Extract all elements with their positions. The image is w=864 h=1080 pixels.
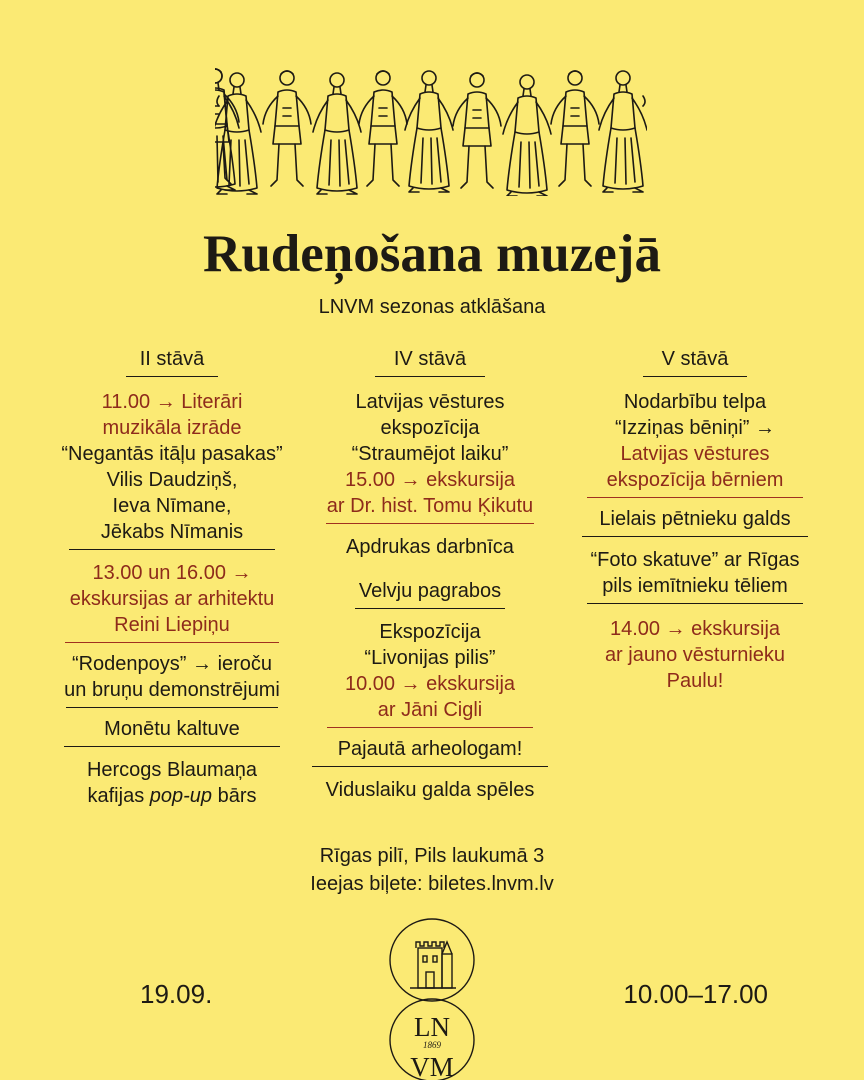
event-line: ar Dr. hist. Tomu Ķikutu	[326, 495, 534, 517]
event-line: Pajautā arheologam!	[337, 738, 523, 760]
ticket-link[interactable]: Ieejas biļete: biletes.lnvm.lv	[310, 873, 554, 895]
page-title: Rudeņošana muzejā	[203, 225, 661, 283]
venue-info	[0, 842, 864, 898]
event-line: “Foto skatuve” ar Rīgas	[590, 549, 800, 571]
event-line: Vilis Daudziņš,	[106, 469, 238, 491]
event-line: kafijas pop-up bārs	[87, 785, 257, 807]
event-line: Hercogs Blaumaņa	[86, 759, 258, 781]
event-line: “Livonijas pilis”	[364, 647, 496, 669]
event-line: ar Jāni Cigli	[377, 699, 483, 721]
event-hours: 10.00–17.00	[623, 979, 768, 1009]
column-floor-4	[290, 346, 570, 803]
event-time: 15.00 → ekskursija	[344, 469, 516, 491]
event-title: muzikāla izrāde	[102, 417, 242, 439]
event-line: Viduslaiku galda spēles	[325, 779, 535, 801]
event-line: ekspozīcija bērniem	[606, 469, 784, 491]
event-date: 19.09.	[140, 979, 213, 1009]
floor-5-heading: V stāvā	[661, 348, 729, 370]
event-time: 11.00 → Literāri	[101, 391, 243, 413]
event-line: Latvijas vēstures	[355, 391, 505, 413]
event-line: Jēkabs Nīmanis	[100, 521, 244, 543]
event-line: Nodarbību telpa	[623, 391, 767, 413]
floor-4-heading: IV stāvā	[393, 348, 467, 370]
medieval-dancers-illustration	[215, 66, 647, 196]
event-line: ekspozīcija	[380, 417, 480, 439]
event-line: Apdrukas darbnīca	[346, 536, 514, 558]
event-line: ar jauno vēsturnieku	[604, 644, 786, 666]
event-line: pils iemītnieku tēliem	[602, 575, 788, 597]
lnvm-logo	[386, 918, 478, 1080]
event-line: Monētu kaltuve	[104, 718, 240, 740]
event-line: un bruņu demonstrējumi	[64, 679, 280, 701]
event-line: “Rodenpoys” → ieroču	[71, 653, 273, 675]
event-time: 13.00 un 16.00 →	[92, 562, 252, 584]
event-line: Lielais pētnieku galds	[599, 508, 791, 530]
basement-heading: Velvju pagrabos	[358, 580, 502, 602]
event-line: Ekspozīcija	[379, 621, 481, 643]
logo-bottom-text: VM	[410, 1052, 454, 1080]
event-line: “Straumējot laiku”	[351, 443, 509, 465]
subtitle: LNVM sezonas atklāšana	[318, 296, 546, 318]
logo-top-text: LN	[414, 1012, 450, 1042]
event-time: 14.00 → ekskursija	[609, 618, 781, 640]
column-floor-2	[22, 346, 322, 809]
event-line: Latvijas vēstures	[620, 443, 770, 465]
address: Rīgas pilī, Pils laukumā 3	[319, 845, 545, 867]
event-line: “Izziņas bēniņi” →	[614, 417, 776, 439]
event-line: “Negantās itāļu pasakas”	[61, 443, 283, 465]
logo-top-circle	[390, 919, 474, 1001]
floor-2-heading: II stāvā	[139, 348, 205, 370]
event-line: Reini Liepiņu	[114, 614, 230, 636]
logo-year: 1869	[423, 1040, 441, 1050]
event-line: ekskursijas ar arhitektu	[69, 588, 275, 610]
event-line: Paulu!	[666, 670, 724, 692]
event-time: 10.00 → ekskursija	[344, 673, 516, 695]
column-floor-5	[545, 346, 845, 694]
event-line: Ieva Nīmane,	[112, 495, 232, 517]
castle-tower-icon	[410, 942, 456, 988]
